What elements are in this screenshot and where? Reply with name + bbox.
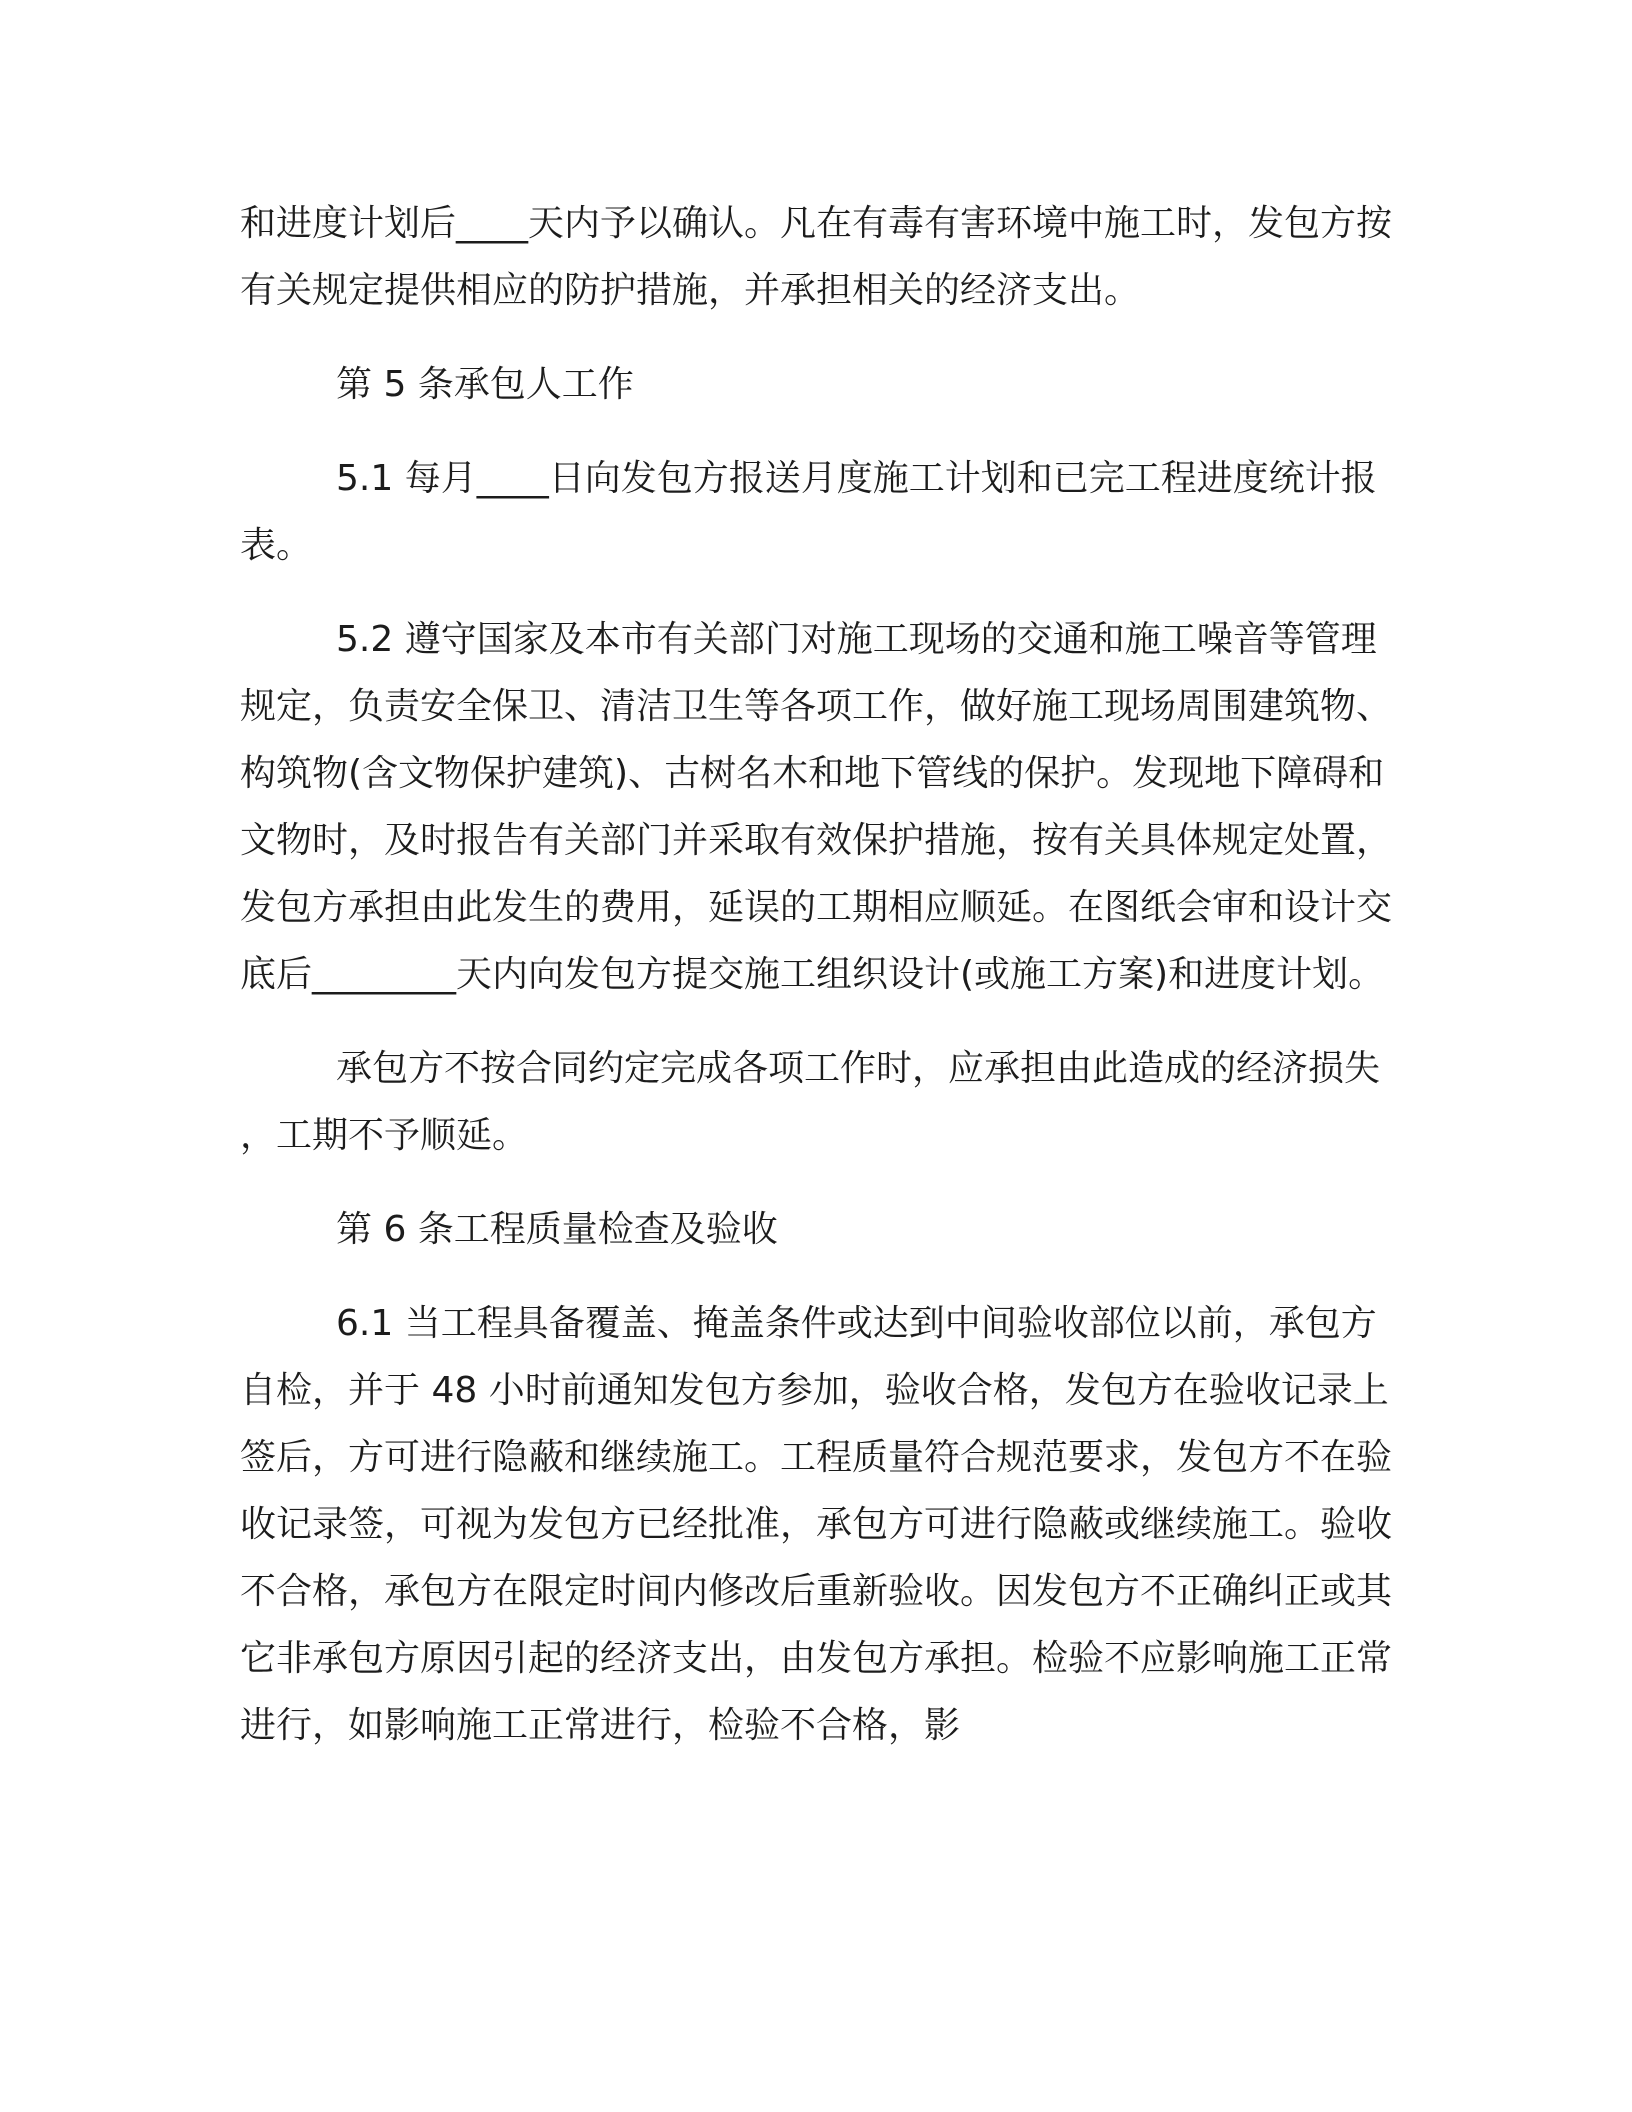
heading-article-6: 第 6 条工程质量检查及验收 bbox=[336, 1209, 778, 1250]
paragraph-5-2: 5.2 遵守国家及本市有关部门对施工现场的交通和施工噪音等管理规定，负责安全保卫、清洁卫生等各项工作，做好施工现场周围建筑物、构筑物(含文物保护建筑)、古树名木和地下管线的保护。发现地下障碍和文物时，及时报告有关部门并采取有效保护措施，按有关具体规定处置，发包方承担由此发生的费用，延误的工期相应顺延。在图纸会审和设计交底后________天内向发包方提交施工组织设计(或施工方案)和进度计划。 bbox=[240, 619, 1393, 995]
document-page bbox=[240, 190, 1400, 1786]
paragraph-contractor-liability: 承包方不按合同约定完成各项工作时，应承担由此造成的经济损失，工期不予顺延。 bbox=[240, 1048, 1381, 1156]
paragraph-6-1: 6.1 当工程具备覆盖、掩盖条件或达到中间验收部位以前，承包方自检，并于 48 小时前通知发包方参加，验收合格，发包方在验收记录上签后，方可进行隐蔽和继续施工。工程质量符合规范要求，发包方不在验收记录签，可视为发包方已经批准，承包方可进行隐蔽或继续施工。验收不合格，承包方在限定时间内修改后重新验收。因发包方不正确纠正或其它非承包方原因引起的经济支出，由发包方承担。检验不应影响施工正常进行，如影响施工正常进行，检验不合格，影 bbox=[240, 1303, 1393, 1746]
paragraph-5-1: 5.1 每月____日向发包方报送月度施工计划和已完工程进度统计报表。 bbox=[240, 458, 1377, 566]
paragraph-progress-plan-continuation: 和进度计划后____天内予以确认。凡在有毒有害环境中施工时，发包方按有关规定提供相应的防护措施，并承担相关的经济支出。 bbox=[240, 203, 1393, 311]
heading-article-5: 第 5 条承包人工作 bbox=[336, 364, 634, 405]
